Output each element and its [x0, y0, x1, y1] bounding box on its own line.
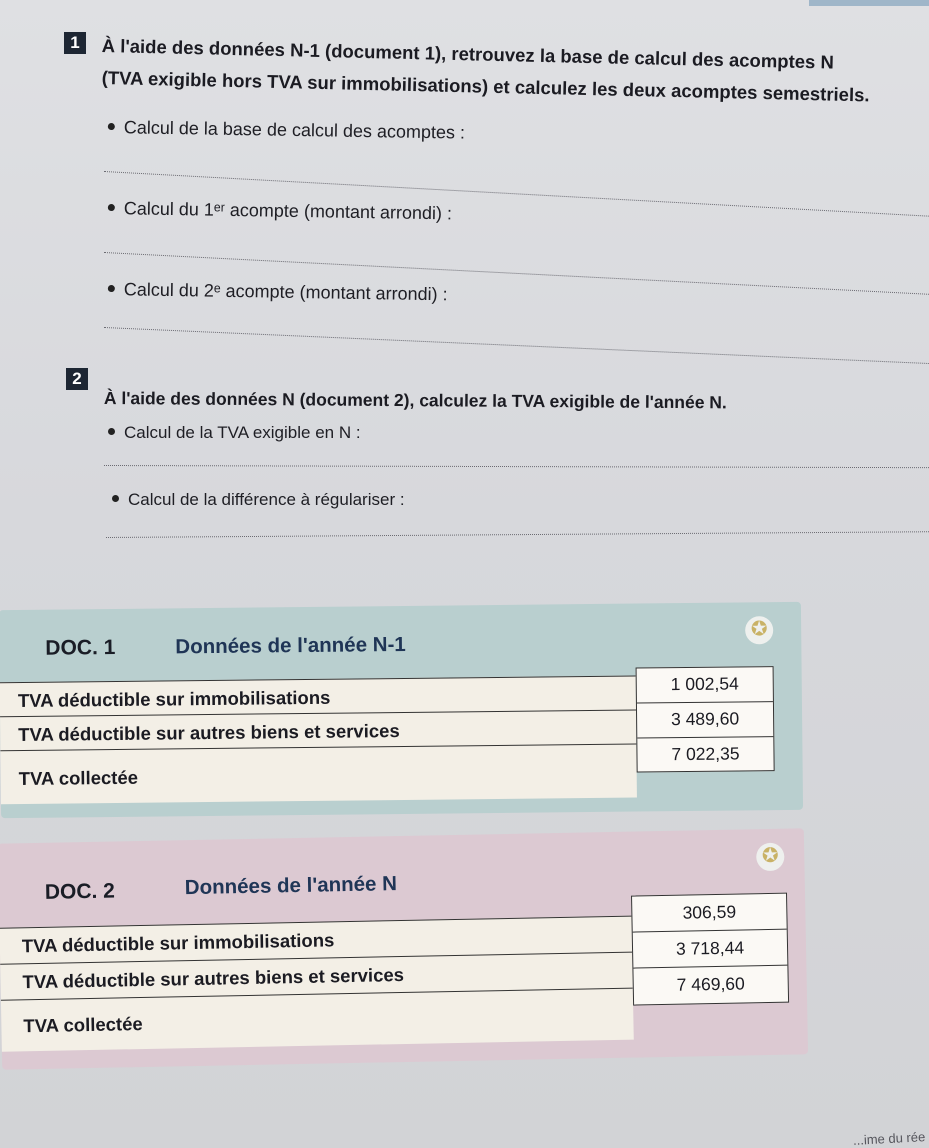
top-edge-strip — [809, 0, 929, 6]
table-border — [0, 916, 631, 929]
doc-2-row-value: 3 718,44 — [633, 930, 788, 969]
doc-2-row-label: TVA déductible sur autres biens et services — [22, 963, 405, 993]
doc-1-row-value: 7 022,35 — [671, 743, 740, 765]
doc-2-row-label: TVA déductible sur immobilisations — [21, 929, 335, 957]
star-icon: ✪ — [745, 616, 773, 644]
doc-2-title: Données de l'année N — [184, 872, 398, 900]
bullet-dot-icon — [108, 285, 115, 292]
question-1-number: 1 — [64, 32, 86, 54]
doc-1-labels — [0, 676, 637, 805]
question-2-text: À l'aide des données N (document 2), calculez la TVA exigible de l'année N. — [103, 387, 727, 413]
question-2-number: 2 — [66, 368, 88, 390]
question-2-bullet-tva: Calcul de la TVA exigible en N : — [108, 423, 361, 443]
question-1-text-line2: (TVA exigible hors TVA sur immobilisations) et calculez les deux acomptes semestriels. — [101, 66, 870, 106]
doc-1-tag: DOC. 1 — [45, 635, 116, 660]
bullet-dot-icon — [108, 204, 115, 211]
doc-2-tag: DOC. 2 — [44, 879, 116, 904]
question-1-text-line1: À l'aide des données N-1 (document 1), retrouvez la base de calcul des acomptes N — [101, 34, 835, 73]
doc-1-row-label: TVA déductible sur immobilisations — [17, 686, 331, 712]
doc-1-title: Données de l'année N-1 — [175, 632, 406, 659]
doc-2-values — [631, 893, 789, 1006]
question-1-bullet-base: Calcul de la base de calcul des acomptes : — [108, 117, 465, 144]
doc-2-row-value: 306,59 — [632, 894, 787, 933]
question-1-bullet-acompte2: Calcul du 2ᵉ acompte (montant arrondi) : — [108, 279, 448, 305]
doc-2-row-label: TVA collectée — [23, 1013, 143, 1037]
answer-line[interactable] — [104, 465, 929, 468]
table-border — [0, 676, 636, 684]
doc-1-row-label: TVA déductible sur autres biens et services — [18, 720, 400, 746]
doc-1-row-value: 3 489,60 — [637, 702, 773, 738]
doc-2-labels — [0, 916, 634, 1052]
answer-line[interactable] — [104, 327, 929, 364]
star-icon: ✪ — [756, 843, 785, 872]
bullet-dot-icon — [112, 495, 119, 502]
footer-fragment: ...ime du rée — [852, 1129, 926, 1148]
answer-line[interactable] — [106, 531, 929, 538]
question-1-bullet-acompte1: Calcul du 1ᵉʳ acompte (montant arrondi) : — [108, 198, 452, 224]
bullet-dot-icon — [108, 123, 115, 130]
doc-1-card — [0, 602, 803, 818]
bullet-dot-icon — [108, 428, 115, 435]
question-2-bullet-regularisation: Calcul de la différence à régulariser : — [112, 490, 405, 510]
doc-1-values — [636, 666, 775, 772]
doc-1-row-value: 1 002,54 — [637, 667, 773, 703]
doc-1-row-label: TVA collectée — [18, 766, 139, 790]
doc-2-card — [0, 828, 808, 1069]
doc-2-row-value: 7 469,60 — [676, 973, 745, 995]
